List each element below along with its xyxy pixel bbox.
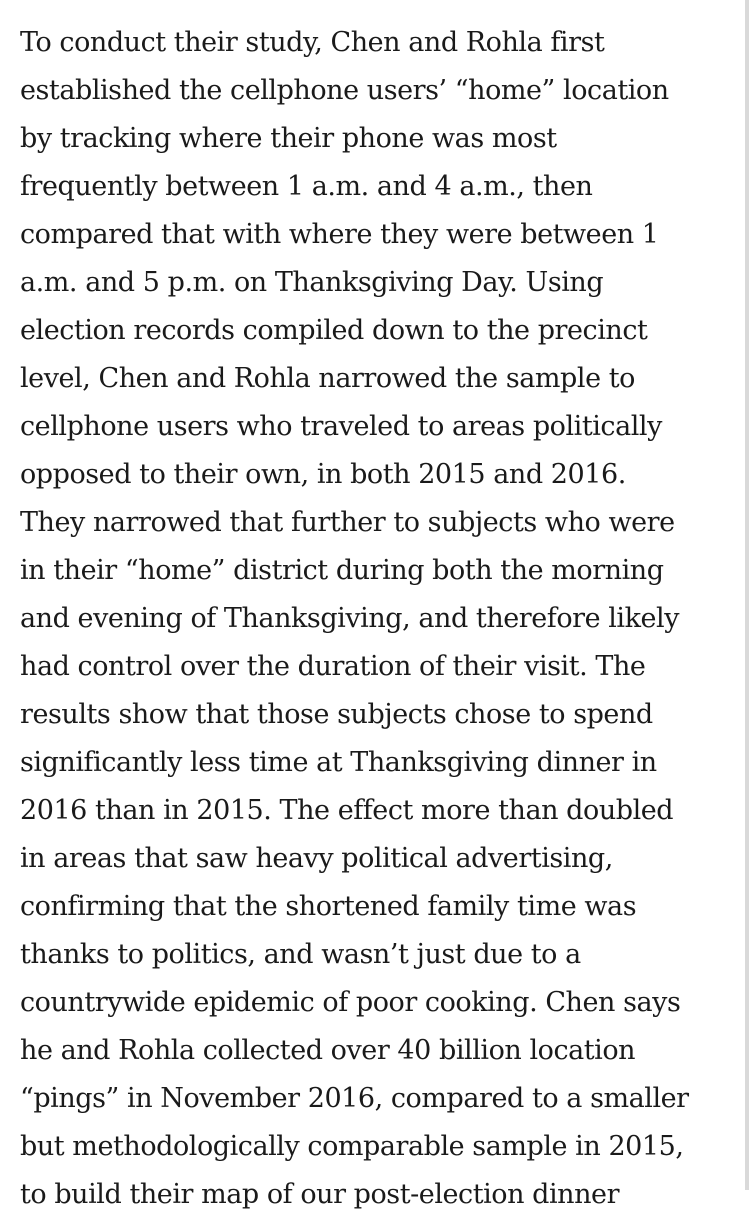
article-text-line: thanks to politics, and wasn’t just due to a	[20, 939, 581, 970]
article-text-line: confirming that the shortened family time was	[20, 891, 637, 922]
article-text-line: and evening of Thanksgiving, and therefore likely	[20, 603, 680, 634]
article-text-line: frequently between 1 a.m. and 4 a.m., then	[20, 171, 593, 202]
article-text-line: a.m. and 5 p.m. on Thanksgiving Day. Using	[20, 267, 604, 298]
article-text-line: in areas that saw heavy political advertising,	[20, 843, 613, 874]
article-text-line: to build their map of our post-election dinner	[20, 1179, 620, 1210]
article-text-line: established the cellphone users’ “home” location	[20, 75, 669, 106]
scroll-edge-divider	[745, 0, 749, 1190]
article-text-line: had control over the duration of their visit. The	[20, 651, 646, 682]
article-text-line: he and Rohla collected over 40 billion location	[20, 1035, 636, 1066]
article-text-line: significantly less time at Thanksgiving dinner in	[20, 747, 657, 778]
article-text-line: countrywide epidemic of poor cooking. Chen says	[20, 987, 681, 1018]
article-text-line: To conduct their study, Chen and Rohla first	[20, 27, 605, 58]
article-body	[20, 19, 732, 1219]
article-text-line: 2016 than in 2015. The effect more than doubled	[20, 795, 674, 826]
article-text-line: They narrowed that further to subjects who were	[20, 507, 675, 538]
article-text-line: opposed to their own, in both 2015 and 2016.	[20, 459, 626, 490]
article-text-line: level, Chen and Rohla narrowed the sample to	[20, 363, 635, 394]
article-text-line: in their “home” district during both the morning	[20, 555, 664, 586]
article-text-line: results show that those subjects chose to spend	[20, 699, 653, 730]
article-text-line: compared that with where they were between 1	[20, 219, 659, 250]
article-text-line: cellphone users who traveled to areas politically	[20, 411, 662, 442]
article-text-line: “pings” in November 2016, compared to a smaller	[20, 1083, 689, 1114]
article-text-line: by tracking where their phone was most	[20, 123, 557, 154]
article-text-line: election records compiled down to the precinct	[20, 315, 648, 346]
article-text-line: but methodologically comparable sample in 2015,	[20, 1131, 684, 1162]
